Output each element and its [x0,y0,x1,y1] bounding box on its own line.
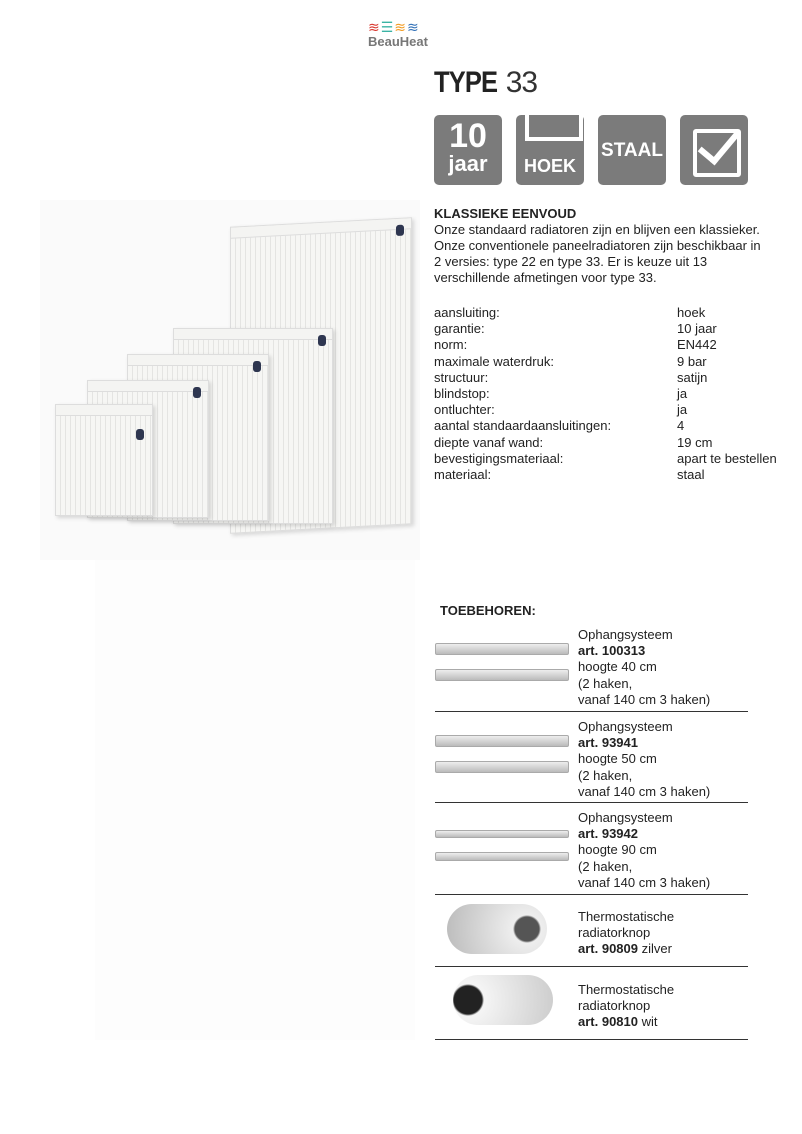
intro-text: Onze standaard radiatoren zijn en blijven een klassieker. Onze conventionele paneelradiatoren zijn beschikbaar in 2 versies: type 22 en type 33. Er is keuze uit 13 verschillende afmetingen voor type 33. [434,222,761,285]
spec-table [434,305,777,483]
spec-value: apart te bestellen [677,450,777,466]
spec-row [434,337,777,353]
spec-row [434,467,777,483]
spec-value: ja [677,386,688,402]
spec-value: 10 jaar [677,321,717,337]
spec-value: 4 [677,418,685,434]
item-line: vanaf 140 cm 3 haken) [578,874,711,890]
spec-row [434,402,777,418]
intro [434,206,764,286]
warranty-number: 10 [449,117,487,155]
spec-label: materiaal: [434,467,492,483]
item-line: (2 haken, [578,767,633,783]
logo [368,20,428,49]
background-panel [95,560,415,1040]
warranty-badge [434,115,502,185]
logo-text: BeauHeat [368,34,428,49]
spec-label: garantie: [434,321,485,337]
item-art: art. 93942 [578,826,638,842]
page-title [434,66,537,100]
item-color: zilver [638,941,672,957]
spec-value: satijn [677,369,708,385]
spec-row [434,435,777,451]
radiator-outline-icon [525,115,583,141]
accessory-item [435,967,748,1040]
item-name: Thermostatische [578,982,675,997]
item-line: hoogte 50 cm [578,751,657,767]
accessory-item [435,627,748,712]
item-name: Ophangsysteem [578,719,673,734]
item-line: vanaf 140 cm 3 haken) [578,691,711,707]
spec-label: blindstop: [434,386,490,402]
accessory-item [435,894,748,967]
spec-value: EN442 [677,337,717,353]
spec-row [434,305,777,321]
item-name: Thermostatische [578,909,675,924]
spec-row [434,386,777,402]
spec-label: aansluiting: [434,305,500,320]
spec-value: 9 bar [677,353,707,369]
item-line: hoogte 90 cm [578,842,657,858]
spec-row [434,451,777,467]
title-number: 33 [505,66,538,99]
material-badge [598,115,666,185]
feature-badges [434,115,748,185]
item-art: art. 90810 [578,1014,638,1030]
accessories-heading: TOEBEHOREN: [440,603,536,618]
spec-row [434,370,777,386]
item-art: art. 100313 [578,643,646,659]
spec-label: diepte vanaf wand: [434,434,544,450]
spec-label: maximale waterdruk: [434,353,554,369]
spec-value: 19 cm [677,434,713,450]
spec-label: ontluchter: [434,402,495,418]
spec-value: ja [677,402,688,418]
item-art: art. 90809 [578,941,638,957]
spec-row [434,321,777,337]
item-line: vanaf 140 cm 3 haken) [578,783,711,799]
wave-icon: ≋ ☰ ≋ ≋ [368,19,418,35]
item-line: (2 haken, [578,675,633,691]
item-name: radiatorknop [578,925,651,941]
spec-row [434,418,777,434]
spec-label: structuur: [434,369,489,385]
spec-label: norm: [434,337,468,353]
radiator-image [55,404,153,516]
check-badge [680,115,748,185]
accessory-item [435,719,748,803]
item-line: hoogte 40 cm [578,659,657,675]
item-name: radiatorknop [578,998,651,1014]
connection-label: HOEK [523,156,576,176]
spec-label: aantal standaardaansluitingen: [434,418,612,434]
intro-heading: KLASSIEKE EENVOUD [434,206,577,221]
spec-value: hoek [677,305,706,320]
spec-row [434,354,777,370]
item-name: Ophangsysteem [578,810,673,825]
material-label: STAAL [601,140,663,161]
item-line: (2 haken, [578,858,633,874]
spec-label: bevestigingsmateriaal: [434,450,564,466]
item-name: Ophangsysteem [578,627,673,642]
title-bold: TYPE [434,66,498,99]
spec-value: staal [677,467,705,483]
item-color: wit [638,1014,658,1030]
corner-connection-badge [516,115,584,185]
item-art: art. 93941 [578,735,638,751]
accessory-item [435,810,748,895]
warranty-unit: jaar [448,151,488,176]
